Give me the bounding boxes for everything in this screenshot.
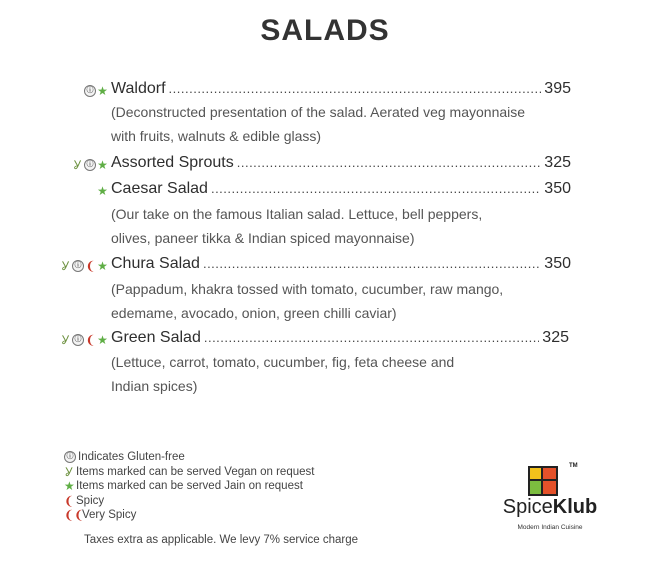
gluten-free-icon: ⓘ (72, 334, 84, 346)
item-icons (97, 182, 108, 200)
item-description (111, 100, 581, 148)
item-icons (60, 331, 108, 349)
item-name: Caesar Salad (111, 180, 208, 197)
trademark: TM (569, 463, 578, 469)
description-line: (Deconstructed presentation of the salad. Aerated veg mayonnaise (111, 104, 526, 120)
item-name-row (111, 154, 571, 172)
chilli-icon: ❨ (85, 333, 96, 347)
legend-label: Very Spicy (82, 509, 137, 521)
gluten-free-icon: ⓘ (84, 85, 96, 97)
gluten-free-icon: ⓘ (72, 260, 84, 272)
item-description (111, 277, 581, 325)
item-name-row (111, 329, 569, 347)
brand-tagline: Modern Indian Cuisine (517, 524, 583, 531)
item-price: 325 (542, 329, 569, 346)
chilli-icon: ❨ (85, 259, 96, 273)
legend-row-vegan (64, 465, 314, 480)
legend-row-very-spicy (64, 508, 314, 523)
dot-leader (203, 256, 541, 271)
brand-name-light: Spice (502, 496, 553, 518)
item-icons (84, 82, 108, 100)
item-description (111, 350, 581, 398)
dot-leader (211, 181, 541, 196)
item-icons (60, 257, 108, 275)
description-line: edemame, avocado, onion, green chilli caviar) (111, 305, 397, 321)
item-price: 395 (544, 80, 571, 97)
jain-icon: ★ (97, 184, 108, 198)
legend-row-spicy (64, 494, 314, 509)
item-name: Assorted Sprouts (111, 154, 234, 171)
description-line: Indian spices) (111, 378, 198, 394)
legend-label: Items marked can be served Vegan on request (76, 465, 315, 478)
description-line: (Lettuce, carrot, tomato, cucumber, fig, feta cheese and (111, 354, 455, 370)
vegan-icon: Ỿ (61, 333, 70, 347)
jain-icon: ★ (64, 479, 75, 494)
item-price: 350 (544, 180, 571, 197)
legend-row-gluten-free (64, 450, 314, 465)
logo-mark-icon (528, 466, 558, 496)
jain-icon: ★ (97, 333, 108, 347)
jain-icon: ★ (97, 259, 108, 273)
item-price: 350 (544, 255, 571, 272)
item-name: Green Salad (111, 329, 201, 346)
chilli-icon: ❨ (64, 493, 75, 508)
spiceklub-logo (490, 460, 610, 540)
legend-label: Spicy (76, 494, 105, 507)
legend-row-jain (64, 479, 314, 494)
description-line: olives, paneer tikka & Indian spiced mayonnaise) (111, 230, 415, 246)
dot-leader (237, 155, 542, 170)
jain-icon: ★ (97, 84, 108, 98)
item-name: Chura Salad (111, 255, 200, 272)
dot-leader (169, 81, 542, 96)
double-chilli-icon: ❨❨ (64, 508, 85, 523)
brand-name-bold: Klub (552, 496, 598, 518)
description-line: (Our take on the famous Italian salad. Lettuce, bell peppers, (111, 206, 483, 222)
gluten-free-icon: ⓘ (64, 451, 76, 463)
item-name-row (111, 255, 571, 273)
item-name: Waldorf (111, 80, 166, 97)
vegan-icon: Ỿ (61, 259, 70, 273)
description-line: (Pappadum, khakra tossed with tomato, cucumber, raw mango, (111, 281, 504, 297)
legend-label: Items marked can be served Jain on request (76, 480, 303, 492)
vegan-icon: Ỿ (65, 464, 73, 479)
item-price: 325 (544, 154, 571, 171)
gluten-free-icon: ⓘ (84, 159, 96, 171)
vegan-icon: Ỿ (73, 158, 82, 172)
item-name-row (111, 80, 571, 98)
icon-legend (64, 450, 314, 523)
dot-leader (204, 330, 539, 345)
legend-label: Indicates Gluten-free (78, 451, 185, 463)
jain-icon: ★ (97, 158, 108, 172)
tax-note: Taxes extra as applicable. We levy 7% service charge (84, 534, 359, 546)
page-title: SALADS (260, 14, 390, 47)
description-line: with fruits, walnuts & edible glass) (111, 128, 322, 144)
item-description (111, 202, 581, 250)
brand-name (490, 496, 610, 519)
item-name-row (111, 180, 571, 198)
item-icons (72, 156, 108, 174)
